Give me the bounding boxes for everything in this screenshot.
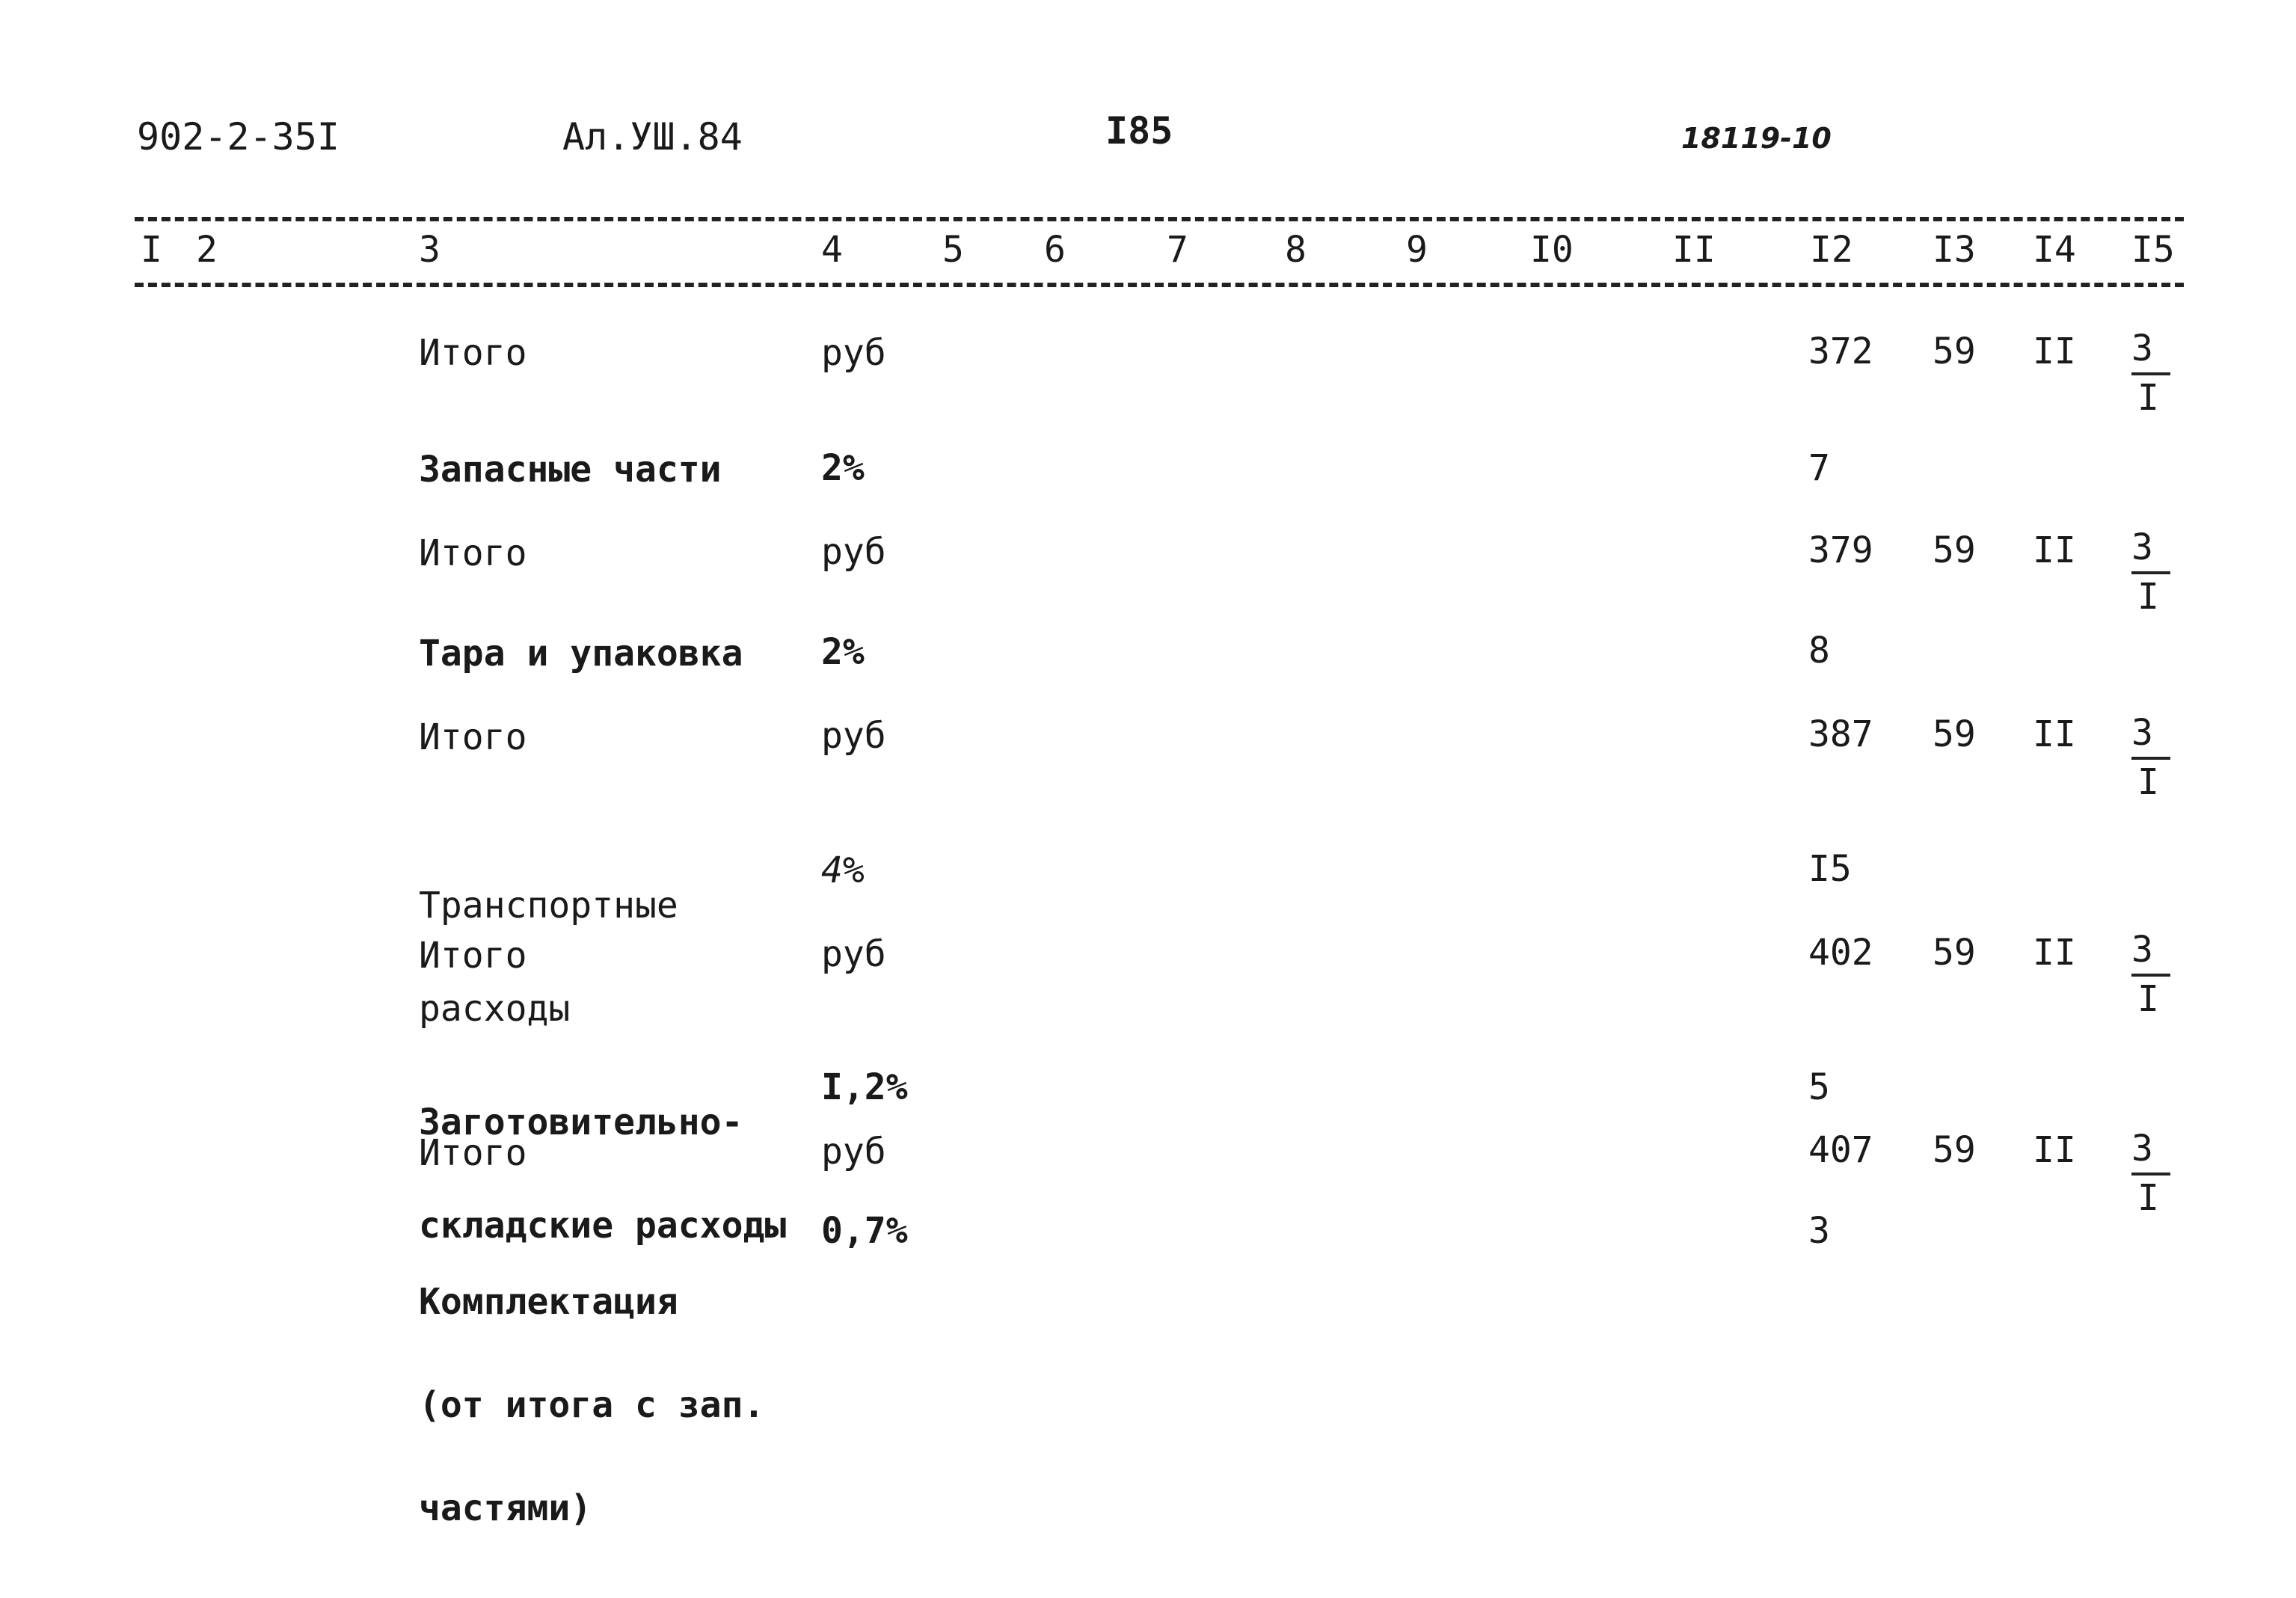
column-header-4: 4 <box>821 229 843 271</box>
row-col12: 7 <box>1808 447 1830 489</box>
fraction-denominator: I <box>2137 761 2159 803</box>
row-col13: 59 <box>1933 932 1976 974</box>
fraction-denominator: I <box>2137 978 2159 1020</box>
row-label-line: Транспортные <box>419 885 678 926</box>
row-col14: II <box>2033 529 2076 571</box>
row-col15-fraction <box>2131 712 2176 803</box>
row-unit: руб <box>821 715 886 757</box>
row-unit: 2% <box>821 631 865 673</box>
column-header-7: 7 <box>1167 229 1188 271</box>
column-header-2: 2 <box>196 229 218 271</box>
row-label: Итого <box>419 532 527 574</box>
row-unit: 0,7% <box>821 1210 908 1252</box>
row-label: Итого <box>419 716 527 758</box>
row-unit: руб <box>821 531 886 573</box>
row-col14: II <box>2033 932 2076 974</box>
row-label: Итого <box>419 935 527 977</box>
row-col12: 402 <box>1808 932 1873 974</box>
row-col15-fraction <box>2131 929 2176 1020</box>
row-label: Запасные части <box>419 449 722 491</box>
row-label-line: складские расходы <box>419 1205 787 1247</box>
fraction-numerator: 3 <box>2131 1131 2170 1176</box>
fraction-numerator: 3 <box>2131 715 2170 760</box>
row-unit: 4% <box>821 849 865 891</box>
fraction-denominator: I <box>2137 377 2159 419</box>
row-label-line: Комплектация <box>419 1281 678 1323</box>
row-unit: I,2% <box>821 1066 908 1108</box>
row-col14: II <box>2033 713 2076 755</box>
fraction-denominator: I <box>2137 1177 2159 1219</box>
row-label-line: частями) <box>419 1487 592 1529</box>
page-number: I85 <box>1105 109 1173 153</box>
row-col14: II <box>2033 331 2076 372</box>
column-header-12: I2 <box>1810 229 1853 271</box>
row-label-line: (от итога с зап. <box>419 1384 765 1426</box>
row-col12: 387 <box>1808 713 1873 755</box>
column-header-8: 8 <box>1285 229 1307 271</box>
row-unit: руб <box>821 332 886 374</box>
fraction-denominator: I <box>2137 576 2159 618</box>
row-col12: 379 <box>1808 529 1873 571</box>
row-col13: 59 <box>1933 529 1976 571</box>
handwritten-stamp: 18119-10 <box>1681 122 1832 155</box>
row-col12: 407 <box>1808 1129 1873 1171</box>
column-header-1: I <box>141 229 162 271</box>
row-label-line: расходы <box>419 988 571 1030</box>
row-unit: руб <box>821 1131 886 1173</box>
column-header-15: I5 <box>2131 229 2175 271</box>
row-col13: 59 <box>1933 331 1976 372</box>
header-bottom-rule <box>135 283 2184 287</box>
row-col14: II <box>2033 1129 2076 1171</box>
column-header-14: I4 <box>2033 229 2076 271</box>
column-header-6: 6 <box>1044 229 1066 271</box>
row-unit: 2% <box>821 447 865 489</box>
row-col13: 59 <box>1933 713 1976 755</box>
column-header-13: I3 <box>1933 229 1976 271</box>
row-label <box>419 1216 764 1594</box>
column-header-9: 9 <box>1406 229 1428 271</box>
row-col15-fraction <box>2131 526 2176 618</box>
fraction-numerator: 3 <box>2131 331 2170 375</box>
row-label: Тара и упаковка <box>419 633 743 674</box>
row-unit: руб <box>821 933 886 975</box>
fraction-numerator: 3 <box>2131 529 2170 574</box>
header-top-rule <box>135 217 2184 221</box>
fraction-numerator: 3 <box>2131 932 2170 977</box>
row-col12: I5 <box>1808 848 1852 890</box>
row-label: Итого <box>419 1132 527 1174</box>
row-label-line: Заготовительно- <box>419 1101 743 1143</box>
row-col13: 59 <box>1933 1129 1976 1171</box>
row-col12: 372 <box>1808 331 1873 372</box>
row-label: Итого <box>419 332 527 374</box>
album-reference: Ал.УШ.84 <box>562 115 743 159</box>
column-header-11: II <box>1672 229 1716 271</box>
row-col12: 5 <box>1808 1066 1830 1108</box>
column-header-10: I0 <box>1530 229 1574 271</box>
row-col15-fraction <box>2131 328 2176 419</box>
document-code: 902-2-35I <box>137 115 340 159</box>
row-col12: 8 <box>1808 630 1830 672</box>
row-col15-fraction <box>2131 1128 2176 1219</box>
column-header-3: 3 <box>419 229 441 271</box>
row-col12: 3 <box>1808 1210 1830 1252</box>
column-header-5: 5 <box>942 229 964 271</box>
